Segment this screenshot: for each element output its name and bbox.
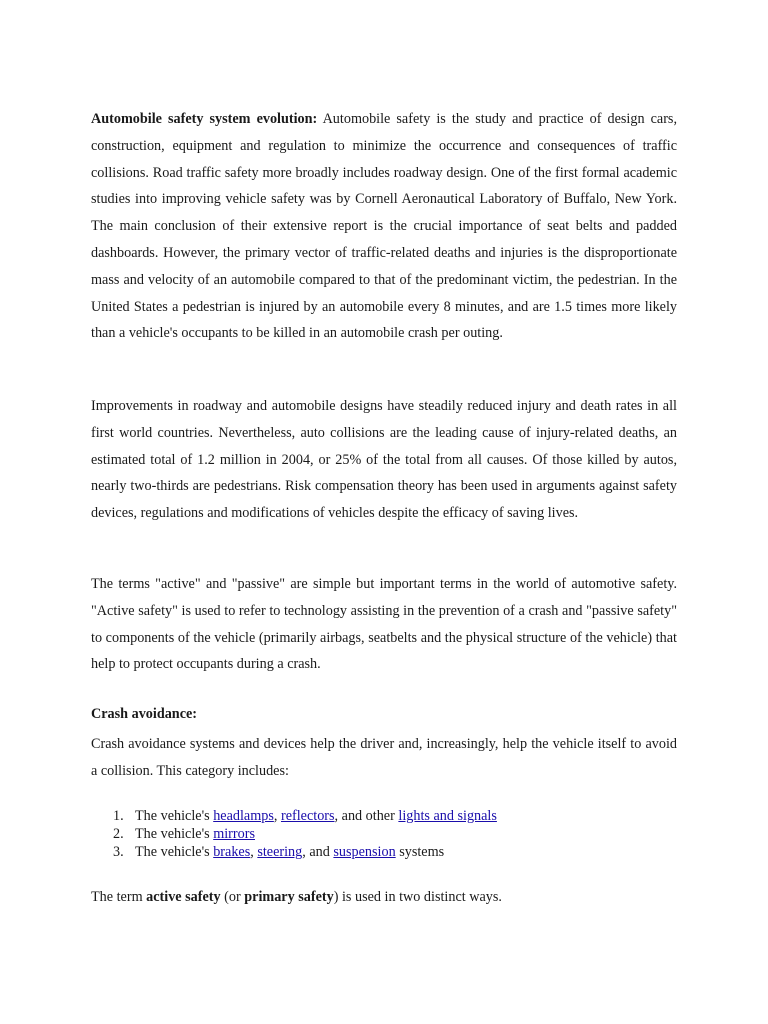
list-item: The vehicle's mirrors	[135, 826, 255, 842]
link-lights-and-signals[interactable]: lights and signals	[398, 808, 497, 824]
list-item: The vehicle's brakes, steering, and suspension systems	[135, 844, 445, 860]
closing-sentence-block	[91, 884, 677, 911]
link-headlamps[interactable]: headlamps	[213, 808, 274, 824]
paragraph-improvements-block	[91, 393, 677, 527]
intro-section	[91, 106, 677, 347]
paragraph-improvements: Improvements in roadway and automobile designs have steadily reduced injury and death rates in all first world countries. Nevertheless, auto collisions are the leading cause of injury-related deaths, an estimated total of 1.2 million in 2004, or 25% of the total from all causes. Of those killed by autos, nearly two-thirds are pedestrians. Risk compensation theory has been used in arguments against safety devices, regulations and modifications of vehicles despite the efficacy of saving lives.	[91, 398, 677, 522]
crash-avoidance-heading-block	[91, 701, 677, 728]
paragraph-active-passive: The terms "active" and "passive" are simple but important terms in the world of automotive safety. "Active safety" is used to refer to technology assisting in the prevention of a crash and "passive safety" to components of the vehicle (primarily airbags, seatbelts and the physical structure of the vehicle) that help to protect occupants during a crash.	[91, 576, 677, 673]
list-item: The vehicle's headlamps, reflectors, and other lights and signals	[135, 808, 497, 824]
crash-avoidance-list	[111, 807, 671, 861]
paragraph-active-safety-term: The term active safety (or primary safety) is used in two distinct ways.	[91, 889, 502, 905]
link-reflectors[interactable]: reflectors	[280, 808, 335, 824]
paragraph-intro	[91, 106, 677, 347]
crash-avoidance-intro-block	[91, 731, 677, 785]
term-primary-safety: primary safety	[244, 889, 334, 905]
link-mirrors[interactable]: mirrors	[213, 826, 255, 842]
crash-avoidance-list-block	[111, 807, 671, 861]
link-suspension[interactable]: suspension	[333, 844, 396, 860]
link-steering[interactable]: steering	[257, 844, 303, 860]
term-active-safety: active safety	[146, 889, 221, 905]
section-heading-evolution: Automobile safety system evolution:	[91, 111, 318, 127]
link-brakes[interactable]: brakes	[213, 844, 251, 860]
paragraph-crash-avoidance: Crash avoidance systems and devices help the driver and, increasingly, help the vehicle itself to avoid a collision. This category includes:	[91, 736, 677, 779]
paragraph-intro-text: Automobile safety is the study and practice of design cars, construction, equipment and regulation to minimize the occurrence and consequences of traffic collisions. Road traffic safety more broadly includes roadway design. One of the first formal academic studies into improving vehicle safety was by Cornell Aeronautical Laboratory of Buffalo, New York. The main conclusion of their extensive report is the crucial importance of seat belts and padded dashboards. However, the primary vector of traffic-related deaths and injuries is the disproportionate mass and velocity of an automobile compared to that of the predominant victim, the pedestrian. In the United States a pedestrian is injured by an automobile every 8 minutes, and are 1.5 times more likely than a vehicle's occupants to be killed in an automobile crash per outing.	[91, 111, 677, 342]
section-heading-crash-avoidance: Crash avoidance:	[91, 706, 198, 722]
paragraph-active-passive-block	[91, 571, 677, 678]
